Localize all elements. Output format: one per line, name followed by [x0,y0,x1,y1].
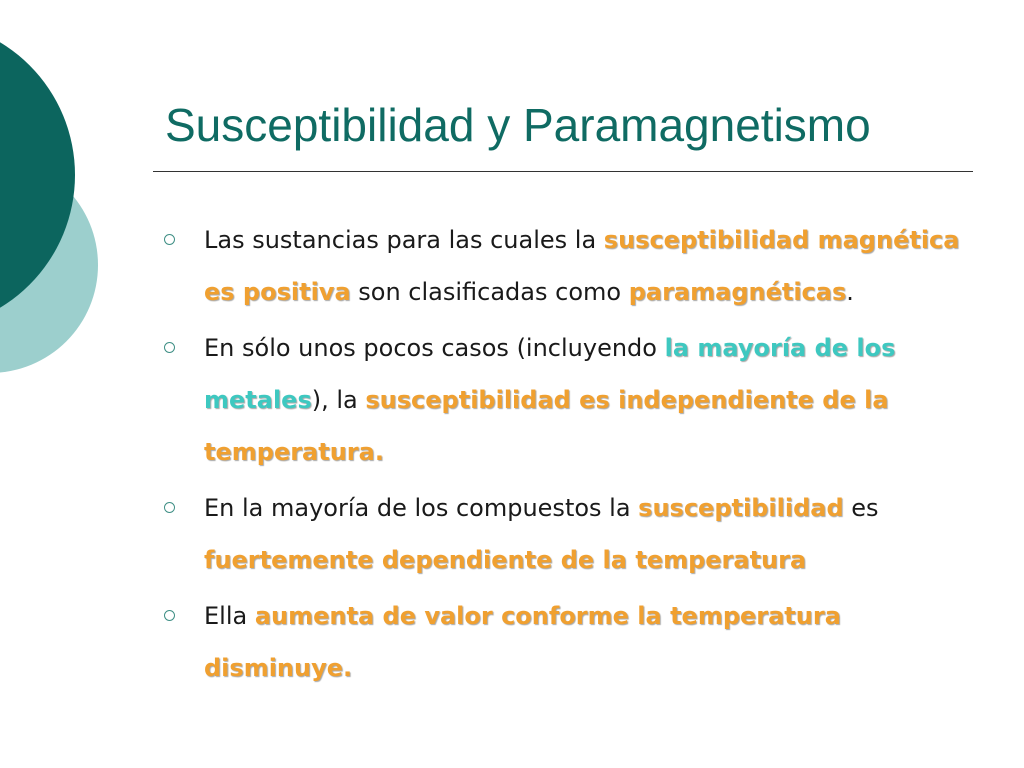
highlight-text: aumenta de valor conforme la temperatura disminuye. [204,602,841,682]
bullet-text: son clasificadas como [350,278,629,306]
highlight-text: paramagnéticas [628,278,847,306]
bullet-item [160,590,960,694]
bullet-text: En sólo unos pocos casos (incluyendo [204,334,665,362]
bullet-item [160,322,960,478]
bullet-text: Las sustancias para las cuales la [204,226,604,254]
highlight-text: fuertemente dependiente de la temperatura [204,546,807,574]
highlight-text: susceptibilidad magnética es positiva [204,226,960,306]
title-divider [153,171,973,172]
highlight-text: la mayoría de los metales [204,334,896,414]
hollow-circle-bullet-icon [164,610,175,621]
highlight-text: susceptibilidad es independiente de la temperatura. [204,386,889,466]
bullet-text: ), la [311,386,366,414]
bullet-item [160,482,960,586]
hollow-circle-bullet-icon [164,342,175,353]
bullet-item [160,214,960,318]
hollow-circle-bullet-icon [164,502,175,513]
bullet-list [160,214,960,698]
bullet-text: Ella [204,602,255,630]
decorative-circles [0,0,140,420]
bullet-text: es [843,494,879,522]
slide-title: Susceptibilidad y Paramagnetismo [165,99,871,151]
hollow-circle-bullet-icon [164,234,175,245]
bullet-text: . [846,278,854,306]
highlight-text: susceptibilidad [638,494,844,522]
bullet-text: En la mayoría de los compuestos la [204,494,639,522]
